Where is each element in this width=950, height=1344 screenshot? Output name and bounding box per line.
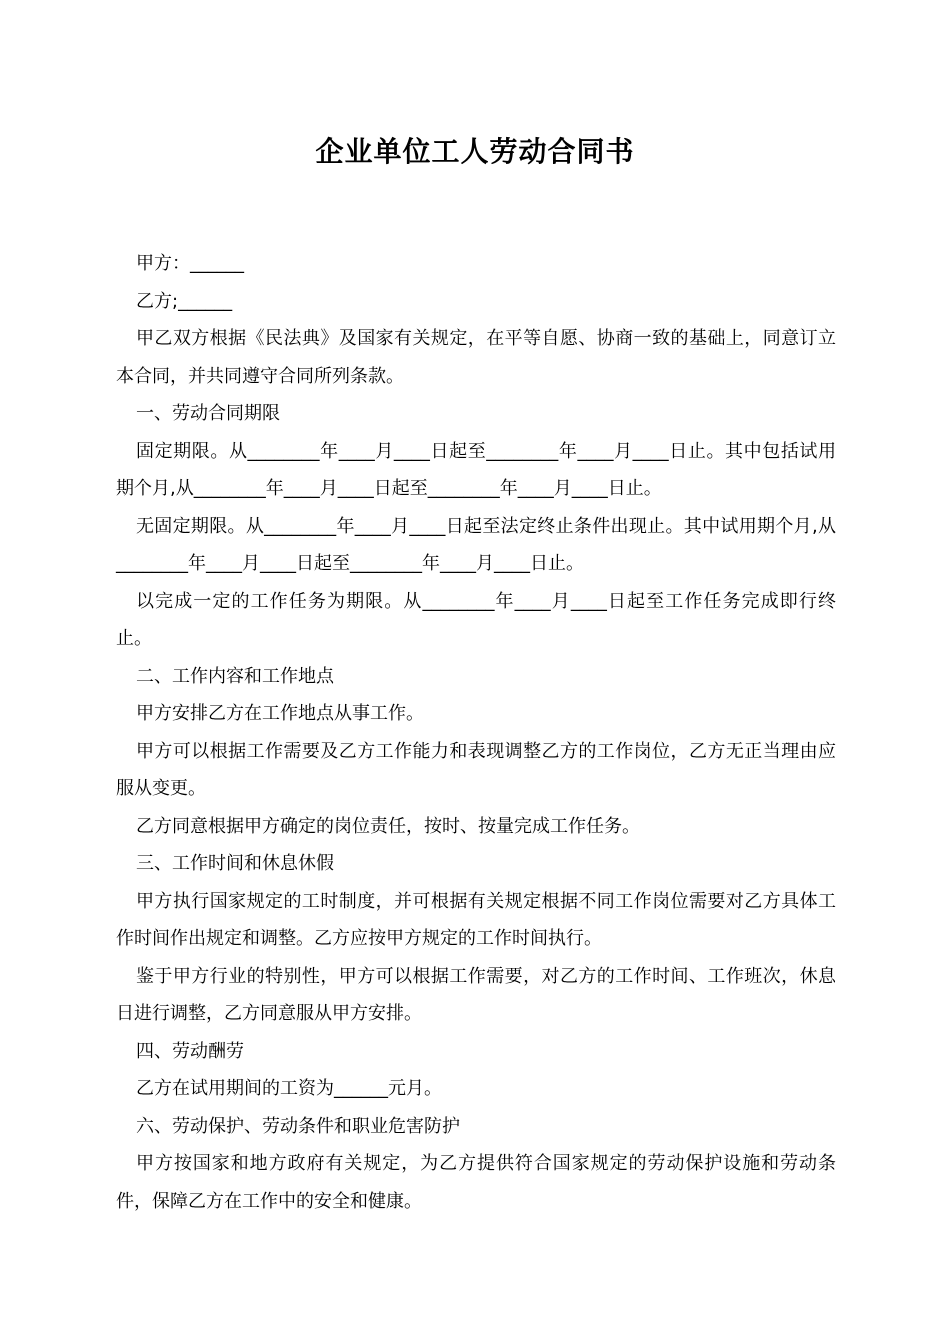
- section-heading-remuneration: 四、劳动酬劳: [136, 1040, 244, 1062]
- party-b-line: 乙方;______: [136, 290, 233, 312]
- open-term-paragraph: 无固定期限。从________年____月____日起至法定终止条件出现止。其中试用期个月,从________年____月____日起至________年____月____日止。: [116, 515, 836, 574]
- working-hours-paragraph: 甲方执行国家规定的工时制度，并可根据有关规定根据不同工作岗位需要对乙方具体工作时间作出规定和调整。乙方应按甲方规定的工作时间执行。: [116, 890, 836, 949]
- section-heading-work-content: 二、工作内容和工作地点: [136, 665, 334, 687]
- schedule-adjustment-paragraph: 鉴于甲方行业的特别性，甲方可以根据工作需要，对乙方的工作时间、工作班次，休息日进行调整，乙方同意服从甲方安排。: [116, 965, 836, 1024]
- probation-salary-paragraph: 乙方在试用期间的工资为______元月。: [136, 1078, 442, 1099]
- job-duty-paragraph: 乙方同意根据甲方确定的岗位责任，按时、按量完成工作任务。: [136, 815, 640, 837]
- position-adjustment-paragraph: 甲方可以根据工作需要及乙方工作能力和表现调整乙方的工作岗位，乙方无正当理由应服从变更。: [116, 740, 836, 799]
- preamble-paragraph: 甲乙双方根据《民法典》及国家有关规定，在平等自愿、协商一致的基础上，同意订立本合同，并共同遵守合同所列条款。: [116, 328, 836, 387]
- task-term-paragraph: 以完成一定的工作任务为期限。从________年____月____日起至工作任务完成即行终止。: [116, 590, 836, 649]
- section-heading-working-hours: 三、工作时间和休息休假: [136, 853, 334, 874]
- section-heading-contract-term: 一、劳动合同期限: [136, 403, 280, 424]
- section-heading-labor-protection: 六、劳动保护、劳动条件和职业危害防护: [136, 1115, 460, 1137]
- document-body: [116, 245, 836, 1220]
- document-title: 企业单位工人劳动合同书: [315, 135, 635, 168]
- fixed-term-paragraph: 固定期限。从________年____月____日起至________年____月____日止。其中包括试用期个月,从________年____月____日起至________年____月____日止。: [116, 440, 836, 499]
- labor-protection-paragraph: 甲方按国家和地方政府有关规定，为乙方提供符合国家规定的劳动保护设施和劳动条件，保障乙方在工作中的安全和健康。: [116, 1153, 836, 1212]
- work-assignment-paragraph: 甲方安排乙方在工作地点从事工作。: [136, 703, 424, 724]
- party-a-line: 甲方：______: [136, 253, 244, 274]
